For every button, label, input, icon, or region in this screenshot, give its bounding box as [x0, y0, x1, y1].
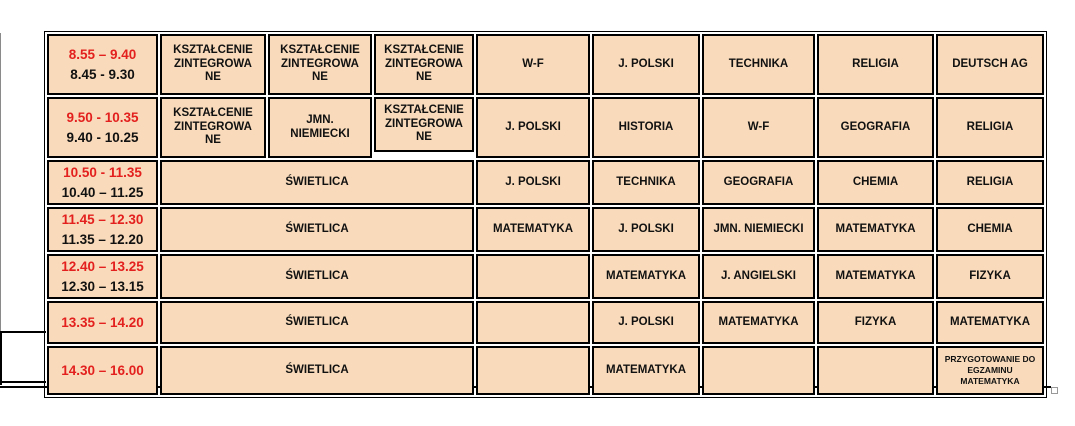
subject-cell-inner [374, 97, 474, 152]
table-row [47, 301, 1044, 344]
subject-cell [268, 97, 372, 158]
subject-cell: HISTORIA [592, 97, 700, 158]
time-cell [47, 207, 158, 252]
swietlica-merged-cell: ŚWIETLICA [160, 346, 474, 395]
subject-cell [160, 97, 266, 158]
table-row [47, 254, 1044, 299]
time-main: 9.50 - 10.35 [66, 109, 139, 125]
subject-cell: MATEMATYKA [702, 301, 815, 344]
subject-cell: RELIGIA [936, 97, 1044, 158]
subject-cell: TECHNIKA [702, 34, 815, 95]
subject-cell: RELIGIA [817, 34, 934, 95]
subject-cell: FIZYKA [936, 254, 1044, 299]
subject-cell: MATEMATYKA [936, 301, 1044, 344]
time-cell [47, 254, 158, 299]
subject-cell-empty [817, 346, 934, 395]
subject-cell: RELIGIA [936, 160, 1044, 205]
time-alt: 11.35 – 12.20 [61, 231, 144, 247]
time-alt: 9.40 - 10.25 [66, 129, 139, 145]
subject-cell: GEOGRAFIA [702, 160, 815, 205]
time-main: 11.45 – 12.30 [61, 212, 144, 228]
subject-label: JMN. NIEMIECKI [290, 113, 350, 140]
subject-cell-empty [476, 301, 590, 344]
subject-cell-empty [476, 346, 590, 395]
subject-cell: J. POLSKI [476, 97, 590, 158]
subject-cell [160, 34, 266, 95]
time-main: 10.50 - 11.35 [63, 165, 142, 180]
table-row [47, 207, 1044, 252]
subject-cell: JMN. NIEMIECKI [702, 207, 815, 252]
subject-cell-empty [702, 346, 815, 395]
subject-cell: J. POLSKI [592, 34, 700, 95]
school-timetable [44, 31, 1047, 398]
subject-label: KSZTAŁCENIE ZINTEGROWANE [173, 44, 253, 84]
time-cell [47, 97, 158, 158]
subject-cell: J. POLSKI [592, 207, 700, 252]
subject-cell-empty [476, 254, 590, 299]
cutoff-left-cell-divider [0, 331, 46, 333]
subject-label: KSZTAŁCENIE ZINTEGROWANE [384, 104, 464, 144]
subject-cell: J. POLSKI [476, 160, 590, 205]
time-alt: 8.45 - 9.30 [70, 66, 135, 82]
time-main: 14.30 – 16.00 [61, 363, 144, 379]
time-main: 13.35 – 14.20 [61, 315, 144, 331]
time-main: 12.40 – 13.25 [61, 259, 144, 275]
subject-cell: MATEMATYKA [592, 346, 700, 395]
time-cell [47, 34, 158, 95]
swietlica-merged-cell: ŚWIETLICA [160, 207, 474, 252]
time-cell [47, 160, 158, 205]
subject-cell [268, 34, 372, 95]
subject-cell: CHEMIA [936, 207, 1044, 252]
table-row [47, 160, 1044, 205]
time-main: 8.55 – 9.40 [68, 46, 137, 62]
subject-cell: DEUTSCH AG [936, 34, 1044, 95]
subject-cell: MATEMATYKA [592, 254, 700, 299]
subject-cell: J. ANGIELSKI [702, 254, 815, 299]
subject-cell: MATEMATYKA [817, 254, 934, 299]
subject-cell: W-F [476, 34, 590, 95]
swietlica-merged-cell: ŚWIETLICA [160, 301, 474, 344]
subject-cell-short [374, 97, 474, 158]
subject-label: KSZTAŁCENIE ZINTEGROWANE [384, 44, 464, 84]
subject-cell: W-F [702, 97, 815, 158]
table-row [47, 346, 1044, 395]
time-alt: 12.30 – 13.15 [61, 278, 144, 294]
subject-cell: PRZYGOTOWANIE DO EGZAMINU MATEMATYKA [936, 346, 1044, 395]
time-alt: 10.40 – 11.25 [61, 184, 144, 200]
subject-label: KSZTAŁCENIE ZINTEGROWANE [173, 107, 253, 147]
subject-cell: CHEMIA [817, 160, 934, 205]
resize-anchor-square [1051, 387, 1058, 394]
table-row [47, 34, 1044, 95]
subject-cell: GEOGRAFIA [817, 97, 934, 158]
subject-label: KSZTAŁCENIE ZINTEGROWANE [280, 44, 360, 84]
cutoff-left-cell-bottom [0, 381, 46, 383]
time-cell [47, 301, 158, 344]
subject-cell: J. POLSKI [592, 301, 700, 344]
table-row [47, 97, 1044, 158]
subject-cell [374, 34, 474, 95]
cutoff-left-column-border [0, 33, 1, 331]
subject-cell: MATEMATYKA [817, 207, 934, 252]
subject-cell: TECHNIKA [592, 160, 700, 205]
cutoff-left-column-border-lower [0, 332, 2, 385]
swietlica-merged-cell: ŚWIETLICA [160, 254, 474, 299]
swietlica-merged-cell: ŚWIETLICA [160, 160, 474, 205]
subject-cell: FIZYKA [817, 301, 934, 344]
time-cell [47, 346, 158, 395]
subject-cell: MATEMATYKA [476, 207, 590, 252]
